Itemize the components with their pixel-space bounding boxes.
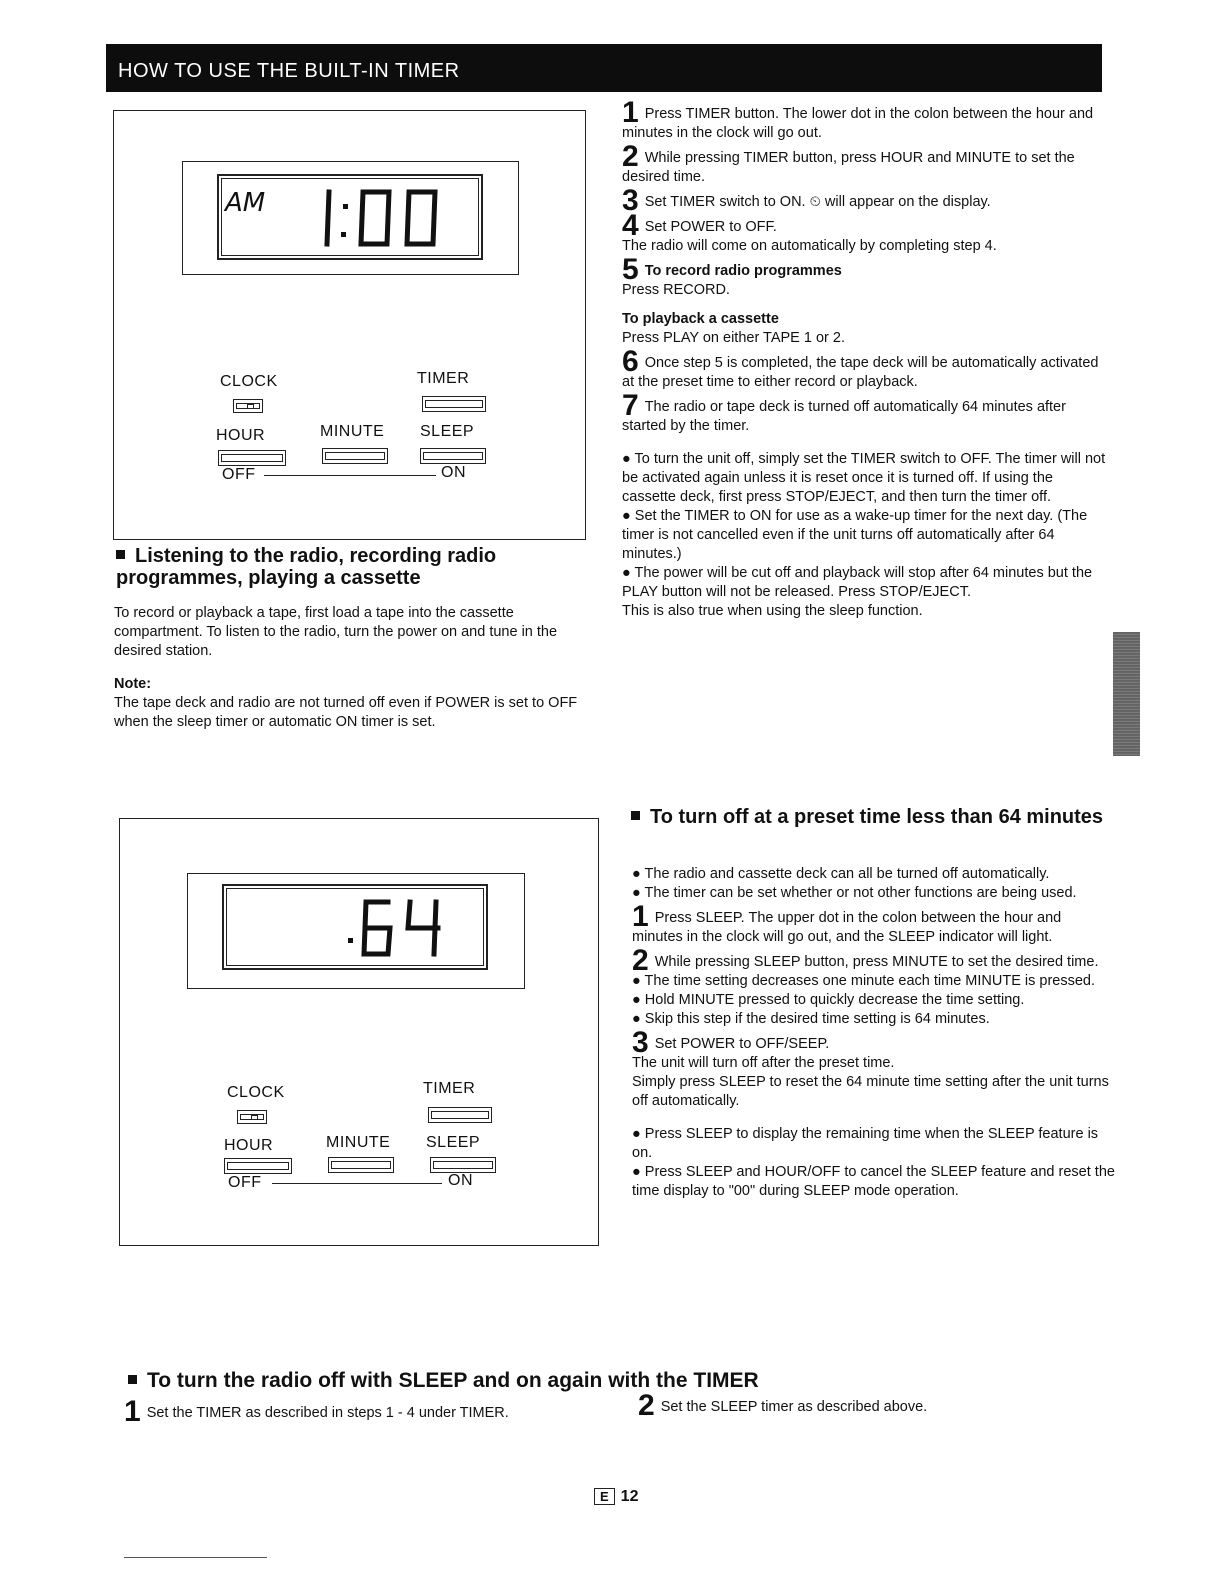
on-label: ON — [441, 464, 466, 481]
lcd-am-indicator: AM — [225, 188, 266, 218]
step-number: 4 — [622, 209, 639, 242]
timer-label: TIMER — [417, 370, 470, 387]
hour-button[interactable] — [224, 1158, 292, 1174]
minute-button[interactable] — [322, 448, 388, 464]
sleep-diagram-panel — [119, 818, 599, 1246]
lcd-frame — [187, 873, 525, 989]
timer-steps: 1 Press TIMER button. The lower dot in the colon between the hour and minutes in the clock will go out. 2 While pressing TIMER button, press HOUR and MINUTE to set the desired time. 3 Set TIMER switch to ON. ⏲ will appear on the display. 4 Set POWER to OFF. The radio will come on automatically by completing step 4. 5 To record radio programmes Press RECORD. To playback a cassette Press PLAY on either TAPE 1 or 2. 6 Once step 5 is completed, the tape deck will be automatically activated at the preset time to either record or playback. 7 The radio or tape deck is turned off automatically 64 minutes after started by the timer. ● To turn the unit off, simply set the TIMER switch to OFF. The timer will not be activated again unless it is reset once it is turned off. If using the cassette deck, first press STOP/EJECT, and then turn the timer off. ● Set the TIMER to ON for use as a wake-up timer for the next day. (The timer is not cancelled even if the unit turns off automatically after 64 minutes.) ● The power will be cut off and playback will stop after 64 minutes but the PLAY button will not be released. Press STOP/EJECT. This is also true when using the sleep function. — [622, 96, 1106, 619]
listening-heading: Listening to the radio, recording radio programmes, playing a cassette — [116, 545, 497, 589]
note-label: Note: — [114, 676, 152, 692]
lcd-time-digits — [315, 180, 465, 256]
timer-diagram-panel — [113, 110, 586, 540]
step-number: 3 — [622, 184, 639, 217]
sleep-steps: ● The radio and cassette deck can all be turned off automatically. ● The timer can be set whether or not other functions are being used. 1 Press SLEEP. The upper dot in the colon between the hour and minutes in the clock will go out, and the SLEEP indicator will light. 2 While pressing SLEEP button, press MINUTE to set the desired time. ● The time setting decreases one minute each time MINUTE is pressed. ● Hold MINUTE pressed to quickly decrease the time setting. ● Skip this step if the desired time setting is 64 minutes. 3 Set POWER to OFF/SEEP. The unit will turn off after the preset time. Simply press SLEEP to reset the 64 minute time setting after the unit turns off automatically. ● Press SLEEP to display the remaining time when the SLEEP feature is on. ● Press SLEEP and HOUR/OFF to cancel the SLEEP feature and reset the time display to "00" during SLEEP mode operation. — [632, 866, 1115, 1199]
on-label: ON — [448, 1172, 473, 1189]
note-text: The tape deck and radio are not turned off even if POWER is set to OFF when the sleep timer or automatic ON timer is set. — [114, 695, 578, 730]
off-on-line — [272, 1183, 442, 1184]
timer-button[interactable] — [422, 396, 486, 412]
step-number: 1 — [622, 96, 639, 129]
minute-label: MINUTE — [320, 423, 385, 440]
bottom-step-1: 1 Set the TIMER as described in steps 1 - 4 under TIMER. — [124, 1395, 509, 1428]
step-number: 2 — [638, 1389, 655, 1422]
lcd-display — [217, 174, 483, 260]
step-number: 1 — [632, 900, 649, 933]
hour-button[interactable] — [218, 450, 286, 466]
clock-button[interactable] — [237, 1110, 267, 1124]
hour-label: HOUR — [224, 1137, 274, 1154]
listening-body: To record or playback a tape, first load a tape into the cassette compartment. To listen to the radio, turn the power on and tune in the desired station. Note: The tape deck and radio are not turned off even if POWER is set to OFF when the sleep timer or automatic ON timer is set. — [114, 604, 594, 736]
lcd-display — [222, 884, 488, 970]
clock-label: CLOCK — [227, 1084, 285, 1101]
lcd-sleep-digits — [324, 890, 474, 966]
language-box: E — [594, 1488, 615, 1505]
bottom-step-2: 2 Set the SLEEP timer as described above. — [638, 1389, 928, 1422]
minute-label: MINUTE — [326, 1134, 391, 1151]
page-number: E 12 — [594, 1488, 638, 1506]
step-number: 7 — [622, 389, 639, 422]
step-number: 3 — [632, 1026, 649, 1059]
hour-label: HOUR — [216, 427, 266, 444]
sleep-label: SLEEP — [426, 1134, 481, 1151]
square-bullet-icon — [128, 1375, 137, 1384]
clock-label: CLOCK — [220, 373, 278, 390]
sleep-heading: To turn off at a preset time less than 64 minutes — [631, 806, 1115, 828]
step-number: 6 — [622, 345, 639, 378]
sleep-button[interactable] — [420, 448, 486, 464]
clock-button[interactable] — [233, 399, 263, 413]
off-on-line — [264, 475, 436, 476]
section-banner — [106, 44, 1102, 92]
off-label: OFF — [222, 466, 256, 483]
timer-label: TIMER — [423, 1080, 476, 1097]
sleep-button[interactable] — [430, 1157, 496, 1173]
step-number: 1 — [124, 1395, 141, 1428]
timer-button[interactable] — [428, 1107, 492, 1123]
step-number: 2 — [622, 140, 639, 173]
footer-rule — [124, 1557, 267, 1558]
square-bullet-icon — [631, 811, 640, 820]
square-bullet-icon — [116, 550, 125, 559]
section-title: HOW TO USE THE BUILT-IN TIMER — [118, 60, 460, 82]
bottom-heading: To turn the radio off with SLEEP and on again with the TIMER — [128, 1370, 1108, 1392]
off-label: OFF — [228, 1174, 262, 1191]
margin-scan-mark — [1113, 632, 1140, 756]
minute-button[interactable] — [328, 1157, 394, 1173]
lcd-frame — [182, 161, 519, 275]
step-number: 2 — [632, 944, 649, 977]
step-number: 5 — [622, 253, 639, 286]
sleep-label: SLEEP — [420, 423, 475, 440]
